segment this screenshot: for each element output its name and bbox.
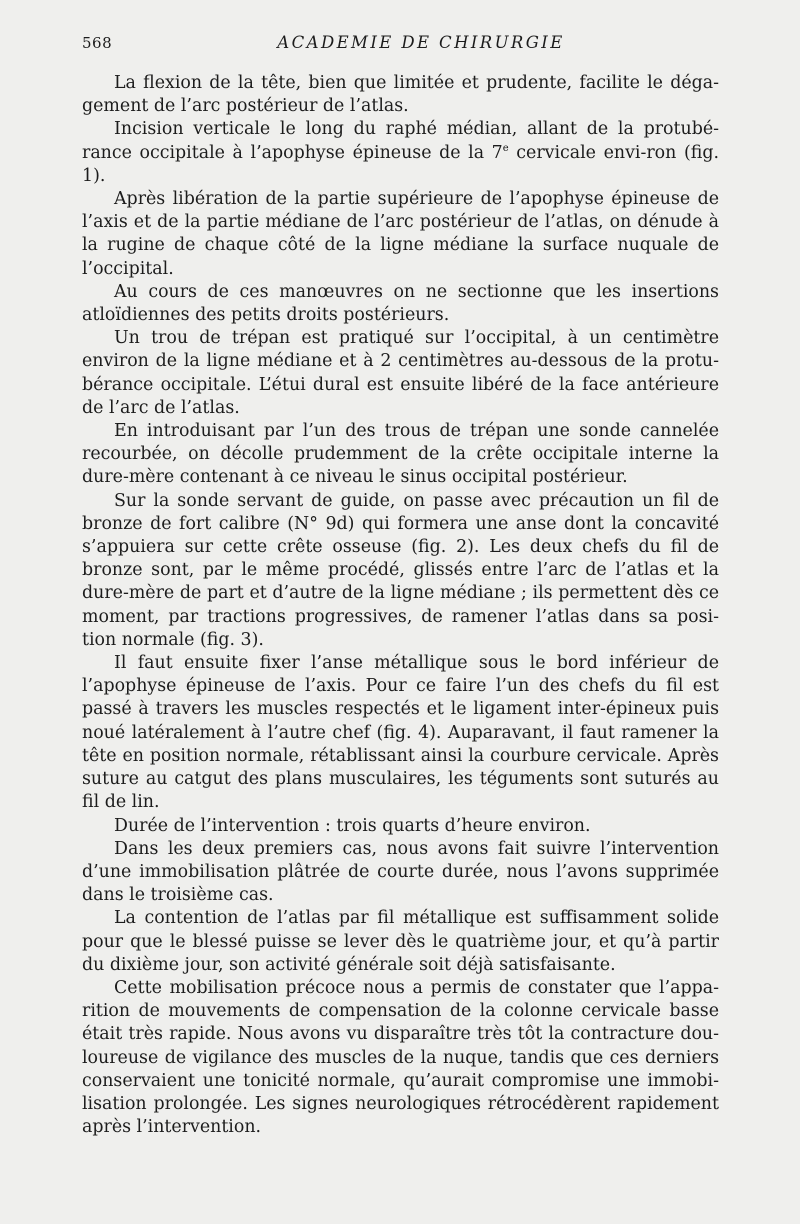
- paragraph: Durée de l’intervention : trois quarts d’heure environ.: [114, 815, 591, 836]
- paragraph: La flexion de la tête, bien que limitée et prudente, facilite le déga-gement de l’arc postérieur de l’atlas.: [82, 73, 719, 117]
- paragraph: Cette mobilisation précoce nous a permis de constater que l’appa-rition de mouvements de compensation de la colonne cervicale basse était très rapide. Nous avons vu disparaître très tôt la contracture dou-loureuse de vigilance des muscles de la nuque, tandis que ces derniers conservaient une tonicité normale, qu’aurait compromise une immobi-lisation prolongée. Les signes neurologiques rétrocédèrent rapidement après l’intervention.: [82, 977, 719, 1138]
- superscript: e: [502, 142, 509, 154]
- paragraph: Dans les deux premiers cas, nous avons fait suivre l’intervention d’une immobilisation plâtrée de courte durée, nous l’avons supprimée dans le troisième cas.: [82, 838, 719, 906]
- paragraph: Un trou de trépan est pratiqué sur l’occipital, à un centimètre environ de la ligne médiane et à 2 centimètres au-dessous de la protu-bérance occipitale. L’étui dural est ensuite libéré de la face antérieure de l’arc de l’atlas.: [82, 328, 719, 418]
- journal-title: ACADEMIE DE CHIRURGIE: [277, 33, 565, 52]
- paragraph: Au cours de ces manœuvres on ne sectionne que les insertions atloïdiennes des petits droits postérieurs.: [82, 281, 719, 326]
- page-number: 568: [82, 34, 113, 52]
- paragraph-text: Incision verticale le long du raphé médian, allant de la protubé-rance occipitale à l’apophyse épineuse de la 7: [82, 119, 719, 163]
- paragraph-text: cervicale envi-ron (fig. 1).: [82, 142, 719, 186]
- paragraph: Après libération de la partie supérieure de l’apophyse épineuse de l’axis et de la partie médiane de l’arc postérieur de l’atlas, on dénude à la rugine de chaque côté de la ligne médiane la surface nuquale de l’occipital.: [82, 189, 719, 279]
- running-header: [82, 34, 720, 56]
- paragraph: [82, 118, 719, 188]
- article-body: [82, 72, 719, 1139]
- paragraph: Sur la sonde servant de guide, on passe avec précaution un fil de bronze de fort calibre (N° 9d) qui formera une anse dont la concavité s’appuiera sur cette crête osseuse (fig. 2). Les deux chefs du fil de bronze sont, par le même procédé, glissés entre l’arc de l’atlas et la dure-mère de part et d’autre de la ligne médiane ; ils permettent dès ce moment, par tractions progressives, de ramener l’atlas dans sa posi-tion normale (fig. 3).: [82, 490, 719, 650]
- paragraph: Il faut ensuite fixer l’anse métallique sous le bord inférieur de l’apophyse épineuse de l’axis. Pour ce faire l’un des chefs du fil est passé à travers les muscles respectés et le ligament inter-épineux puis noué latéralement à l’autre chef (fig. 4). Auparavant, il faut ramener la tête en position normale, rétablissant ainsi la courbure cervicale. Après suture au catgut des plans musculaires, les téguments sont suturés au fil de lin.: [82, 653, 719, 813]
- paragraph: La contention de l’atlas par fil métallique est suffisamment solide pour que le blessé puisse se lever dès le quatrième jour, et qu’à partir du dixième jour, son activité générale soit déjà satisfaisante.: [82, 908, 719, 975]
- paragraph: En introduisant par l’un des trous de trépan une sonde cannelée recourbée, on décolle prudemment de la crête occipitale interne la dure-mère contenant à ce niveau le sinus occipital postérieur.: [82, 421, 719, 488]
